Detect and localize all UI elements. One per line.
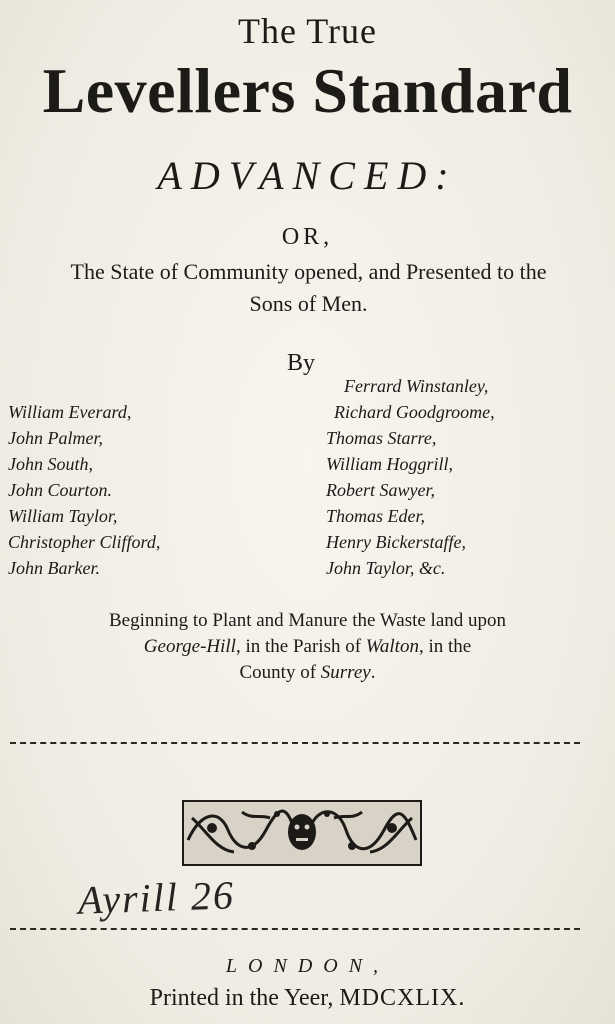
author-name: William Hoggrill,: [326, 454, 454, 474]
author-name: Robert Sawyer,: [326, 480, 435, 500]
subtitle-line-1: The State of Community opened, and Presented to the: [70, 259, 547, 284]
place-walton: Walton: [365, 636, 419, 657]
divider-rule: [10, 742, 580, 744]
imprint-line: [0, 985, 615, 1012]
beginning-text: , in the: [418, 636, 472, 657]
beginning-line-3: [10, 660, 605, 686]
beginning-paragraph: [10, 608, 605, 686]
place-surrey: Surrey: [320, 662, 371, 683]
divider-rule: [10, 928, 580, 930]
author-name: Richard Goodgroome,: [334, 402, 495, 422]
author-name: William Taylor,: [8, 506, 118, 526]
author-name: Henry Bickerstaffe,: [326, 532, 466, 552]
imprint-year: MDCXLIX.: [339, 985, 466, 1011]
author-name: Thomas Eder,: [326, 506, 426, 526]
imprint-printed: Printed in the Yeer,: [149, 985, 334, 1011]
imprint-city: LONDON,: [225, 955, 390, 977]
author-name: William Everard,: [8, 402, 132, 422]
author-name: John Barker.: [8, 558, 100, 578]
title-line-1: The True: [237, 11, 377, 51]
author-name: Christopher Clifford,: [8, 532, 161, 552]
place-george-hill: George-Hill: [143, 636, 236, 657]
authors-left-column: [8, 399, 160, 581]
author-name: John South,: [8, 454, 93, 474]
title-line-2: Levellers Standard: [42, 55, 573, 126]
authors-right-column: [326, 373, 495, 581]
beginning-text: , in the Parish of: [235, 636, 362, 657]
author-name: John Taylor, &c.: [326, 558, 446, 578]
beginning-line-1: Beginning to Plant and Manure the Waste land upon: [108, 610, 507, 631]
author-name: Thomas Starre,: [326, 428, 437, 448]
or-text: OR,: [281, 224, 334, 250]
subtitle: [10, 256, 607, 320]
printers-ornament: [182, 800, 422, 866]
author-name: John Palmer,: [8, 428, 103, 448]
beginning-line-2: [10, 634, 605, 660]
by-label: By: [287, 350, 316, 376]
title-line-3: ADVANCED:: [157, 153, 458, 198]
beginning-text: .: [370, 662, 376, 683]
beginning-text: County of: [239, 662, 317, 683]
author-name: Ferrard Winstanley,: [344, 376, 489, 396]
subtitle-line-2: Sons of Men.: [249, 291, 368, 316]
author-name: John Courton.: [8, 480, 113, 500]
handwritten-date: Ayrill 26: [77, 872, 236, 923]
